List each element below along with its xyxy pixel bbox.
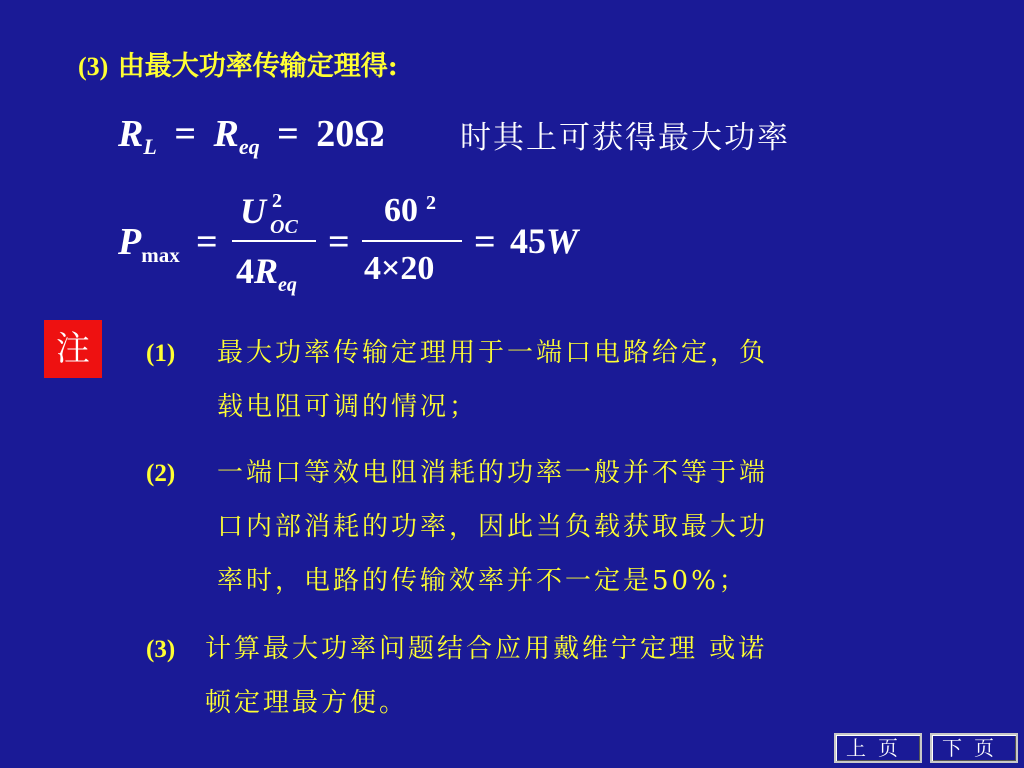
note2-line3: 率时，电路的传输效率并不一定是50%； xyxy=(217,566,748,596)
symbol-r: R xyxy=(213,113,239,155)
note2-number: (2) xyxy=(146,460,176,487)
fraction2-numerator: 60 xyxy=(384,192,418,229)
pmax-symbol xyxy=(118,220,180,267)
result-unit: W xyxy=(546,221,579,261)
equals-sign: = xyxy=(196,221,218,263)
fraction1-numerator xyxy=(240,190,266,232)
note1-line1: 最大功率传输定理用于一端口电路给定，负 xyxy=(217,338,769,368)
note1-line2: 载电阻可调的情况； xyxy=(217,392,479,422)
max-power-note: 时其上可获得最大功率 xyxy=(460,120,790,156)
result-number: 45 xyxy=(510,221,546,261)
fraction1-line xyxy=(232,240,316,242)
symbol-p: P xyxy=(118,221,142,263)
heading-text: 由最大功率传输定理得: xyxy=(117,51,398,82)
equation-rl xyxy=(118,112,385,159)
section-heading xyxy=(78,44,398,83)
equals-sign: = xyxy=(277,113,299,155)
note2-line2: 口内部消耗的功率，因此当负载获取最大功 xyxy=(217,512,769,542)
digit-four: 4 xyxy=(236,251,254,291)
fraction2-superscript: 2 xyxy=(426,192,436,214)
prev-page-button[interactable]: 上页 xyxy=(834,733,922,763)
note2-line1: 一端口等效电阻消耗的功率一般并不等于端 xyxy=(217,458,769,488)
note1-number: (1) xyxy=(146,340,176,367)
equals-sign: = xyxy=(328,221,350,263)
note3-number: (3) xyxy=(146,636,176,663)
note-badge: 注 xyxy=(44,320,102,378)
subscript-max: max xyxy=(141,243,180,267)
symbol-r: R xyxy=(118,113,144,155)
fraction1-denominator xyxy=(236,250,297,296)
resistance-value: 20Ω xyxy=(316,113,385,155)
subscript-eq: eq xyxy=(278,274,297,296)
next-page-button[interactable]: 下页 xyxy=(930,733,1018,763)
result-value xyxy=(510,220,578,262)
fraction1-subscript: OC xyxy=(270,216,298,238)
note3-line1: 计算最大功率问题结合应用戴维宁定理 或诺 xyxy=(205,634,768,664)
fraction2-denominator: 4×20 xyxy=(364,250,435,287)
note3-line2: 顿定理最方便。 xyxy=(205,688,409,718)
equals-sign: = xyxy=(474,221,496,263)
note3-text xyxy=(205,622,855,730)
subscript-eq: eq xyxy=(238,134,260,159)
fraction2-line xyxy=(362,240,462,242)
symbol-r: R xyxy=(254,251,279,291)
note2-text xyxy=(217,446,867,608)
note1-text xyxy=(217,326,867,434)
heading-number: (3) xyxy=(78,52,109,81)
subscript-l: L xyxy=(143,134,157,159)
equals-sign: = xyxy=(174,113,196,155)
fraction1-superscript: 2 xyxy=(272,190,282,212)
symbol-u: U xyxy=(240,191,266,231)
